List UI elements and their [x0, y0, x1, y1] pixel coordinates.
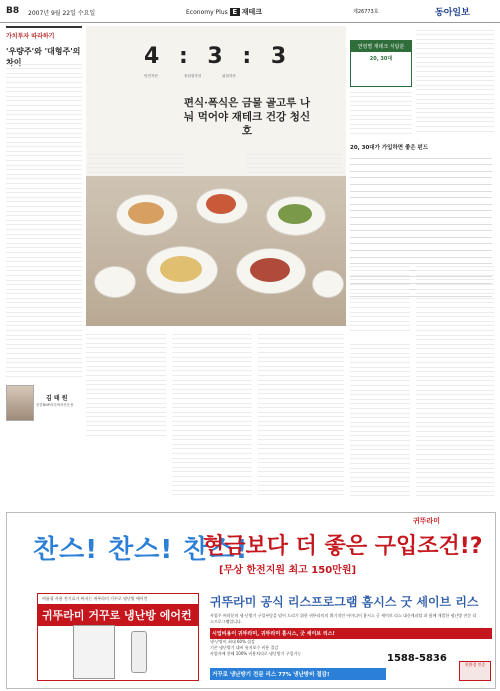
issue-date: 2007년 9월 22일 수요일 [28, 10, 96, 17]
table-cell [350, 178, 421, 185]
text-line [172, 491, 252, 496]
table-cell [350, 237, 421, 244]
table-cell [350, 184, 421, 191]
table-row [350, 158, 492, 165]
section-mark: E [230, 8, 240, 16]
table-row [350, 211, 492, 218]
sidebar-body-4 [416, 262, 494, 498]
feature-title: 편식·폭식은 금물 골고루 나눠 먹어야 재테크 건강 청신호 [183, 97, 311, 137]
table-cell [350, 165, 421, 172]
ad-cert-badge: 친환경 인증 [459, 661, 491, 681]
ratio-label-risk: 위험자산 [222, 74, 236, 78]
table-row [350, 231, 492, 238]
table-cell [350, 211, 421, 218]
table-cell [350, 217, 421, 224]
author-box [6, 385, 82, 435]
table-cell [421, 171, 492, 178]
table-cell [421, 217, 492, 224]
table-cell [421, 184, 492, 191]
text-line [416, 127, 494, 132]
section-name: 재테크 [241, 8, 263, 16]
page-header [0, 0, 500, 23]
table-row [350, 250, 492, 257]
table-cell [421, 250, 492, 257]
table-row [350, 171, 492, 178]
remote-image [131, 631, 147, 673]
feature-body-col3 [258, 330, 344, 500]
ad-bullet: 기존 냉난방기 대비 유지보수 비용 절감 [210, 645, 279, 650]
table-row [350, 224, 492, 231]
table-cell [421, 198, 492, 205]
advertisement [6, 512, 496, 689]
ratio-label-safe: 안전자산 [144, 74, 158, 78]
table-cell [350, 158, 421, 165]
table-cell [421, 211, 492, 218]
table-row [350, 204, 492, 211]
table-cell [350, 224, 421, 231]
table-cell [421, 231, 492, 238]
table-cell [350, 231, 421, 238]
fund-table-title: 20, 30대가 가입하면 좋은 펀드 [350, 145, 429, 151]
ad-bullet: 사업자에 한해 100% 비용처리로 냉난방기 구입가능 [210, 651, 302, 656]
table-row [350, 244, 492, 251]
feature-caption [88, 150, 184, 174]
table-cell [421, 224, 492, 231]
table-cell [350, 204, 421, 211]
table-cell [421, 191, 492, 198]
table-cell [421, 165, 492, 172]
feature-body-col1 [86, 330, 166, 440]
ad-bullet: 냉·난방비 최대 60% 절감 [210, 639, 255, 644]
text-line [86, 431, 166, 436]
allocation-ratio: 4 : 3 : 3 [144, 44, 293, 69]
ad-lease-desc: 사업주 여러분의 냉·난방기 구입부담을 덜어 드리기 위한 귀뚜라미의 획기적인 아이디어 홈시스 굿 세이브 리스 대신캐피탈 과 함께 개발한 냉난방 전문 리스프로그램입니다. [210, 613, 477, 624]
ad-phone-number: 1588-5836 [387, 653, 447, 664]
age-group-box [350, 40, 412, 87]
sidebar-body-1 [350, 88, 412, 138]
table-cell [350, 250, 421, 257]
sidebar-body-2 [416, 26, 494, 134]
table-cell [421, 204, 492, 211]
table-row [350, 178, 492, 185]
ad-headline-offer: 현금보다 더 좋은 구입조건!? [203, 534, 483, 559]
author-role: 신한BNP파리바자산운용 [36, 403, 74, 407]
table-row [350, 165, 492, 172]
column-headline: '우량주'와 '대형주'의 차이 [6, 47, 81, 67]
ad-subsidy: [무상 한전지원 최고 150만원] [219, 565, 357, 576]
ad-product-title: 귀뚜라미 거꾸로 냉난방 에어컨 [38, 604, 198, 626]
text-line [258, 491, 344, 496]
section-logo [186, 7, 262, 17]
text-line [350, 129, 412, 134]
table-cell [421, 158, 492, 165]
ad-lease-info [210, 593, 492, 657]
author-photo [6, 385, 34, 421]
table-cell [350, 191, 421, 198]
ad-benefit-bar: 시업비용이 귀뚜라미, 귀뚜라미 홈시스, 굿 세이브 리스! [210, 628, 492, 639]
table-row [350, 217, 492, 224]
ad-brand-logo: 귀뚜라미 [413, 517, 441, 525]
ad-product-sub: 여름철 사용 전기료가 싸지는 귀뚜라미 거꾸로 냉난방 에어컨 [42, 596, 148, 601]
table-row [350, 198, 492, 205]
feature-article [86, 26, 346, 326]
column-article [6, 26, 82, 446]
table-cell [350, 171, 421, 178]
column-body-text [6, 60, 82, 378]
sidebar-body-5 [350, 340, 410, 500]
ad-lease-title: 귀뚜라미 공식 리스프로그램 홈시스 굿 세이브 리스 [210, 595, 479, 609]
table-row [350, 191, 492, 198]
age-group-label: 20, 30대 [369, 56, 393, 62]
table-cell [350, 198, 421, 205]
author-name: 김 태 원 [46, 395, 68, 402]
column-series-title: 가치투자 따라하기 [6, 26, 82, 40]
table-row [350, 237, 492, 244]
table-cell [421, 178, 492, 185]
table-cell [421, 237, 492, 244]
table-cell [421, 244, 492, 251]
text-line [350, 492, 410, 497]
age-group-title: 연령별 재테크 식탐분 [351, 41, 411, 52]
text-line [416, 492, 494, 497]
sidebar-body-3 [350, 262, 410, 334]
ad-headline-chance: 찬스! 찬스! 찬스! [33, 535, 249, 565]
text-line [350, 326, 410, 331]
page-number: B8 [6, 6, 20, 16]
table-row [350, 184, 492, 191]
air-conditioner-image [73, 625, 115, 679]
feature-caption-2 [246, 150, 342, 174]
ratio-label-mid: 중위험자산 [184, 74, 202, 78]
text-line [6, 372, 82, 377]
ad-footer-banner: 거꾸로 냉난방기 전문 리스 77% 냉난방비 절감! [210, 668, 386, 680]
section-label: Economy Plus [186, 8, 228, 16]
text-line [88, 168, 184, 173]
issue-number: 제26773호 [353, 9, 379, 15]
newspaper-logo: 동아일보 [435, 8, 470, 18]
table-setting-photo [86, 176, 346, 326]
table-cell [350, 244, 421, 251]
ad-product-box [37, 593, 199, 681]
text-line [246, 168, 342, 173]
ad-bullets [210, 639, 492, 657]
feature-body-col2 [172, 330, 252, 500]
